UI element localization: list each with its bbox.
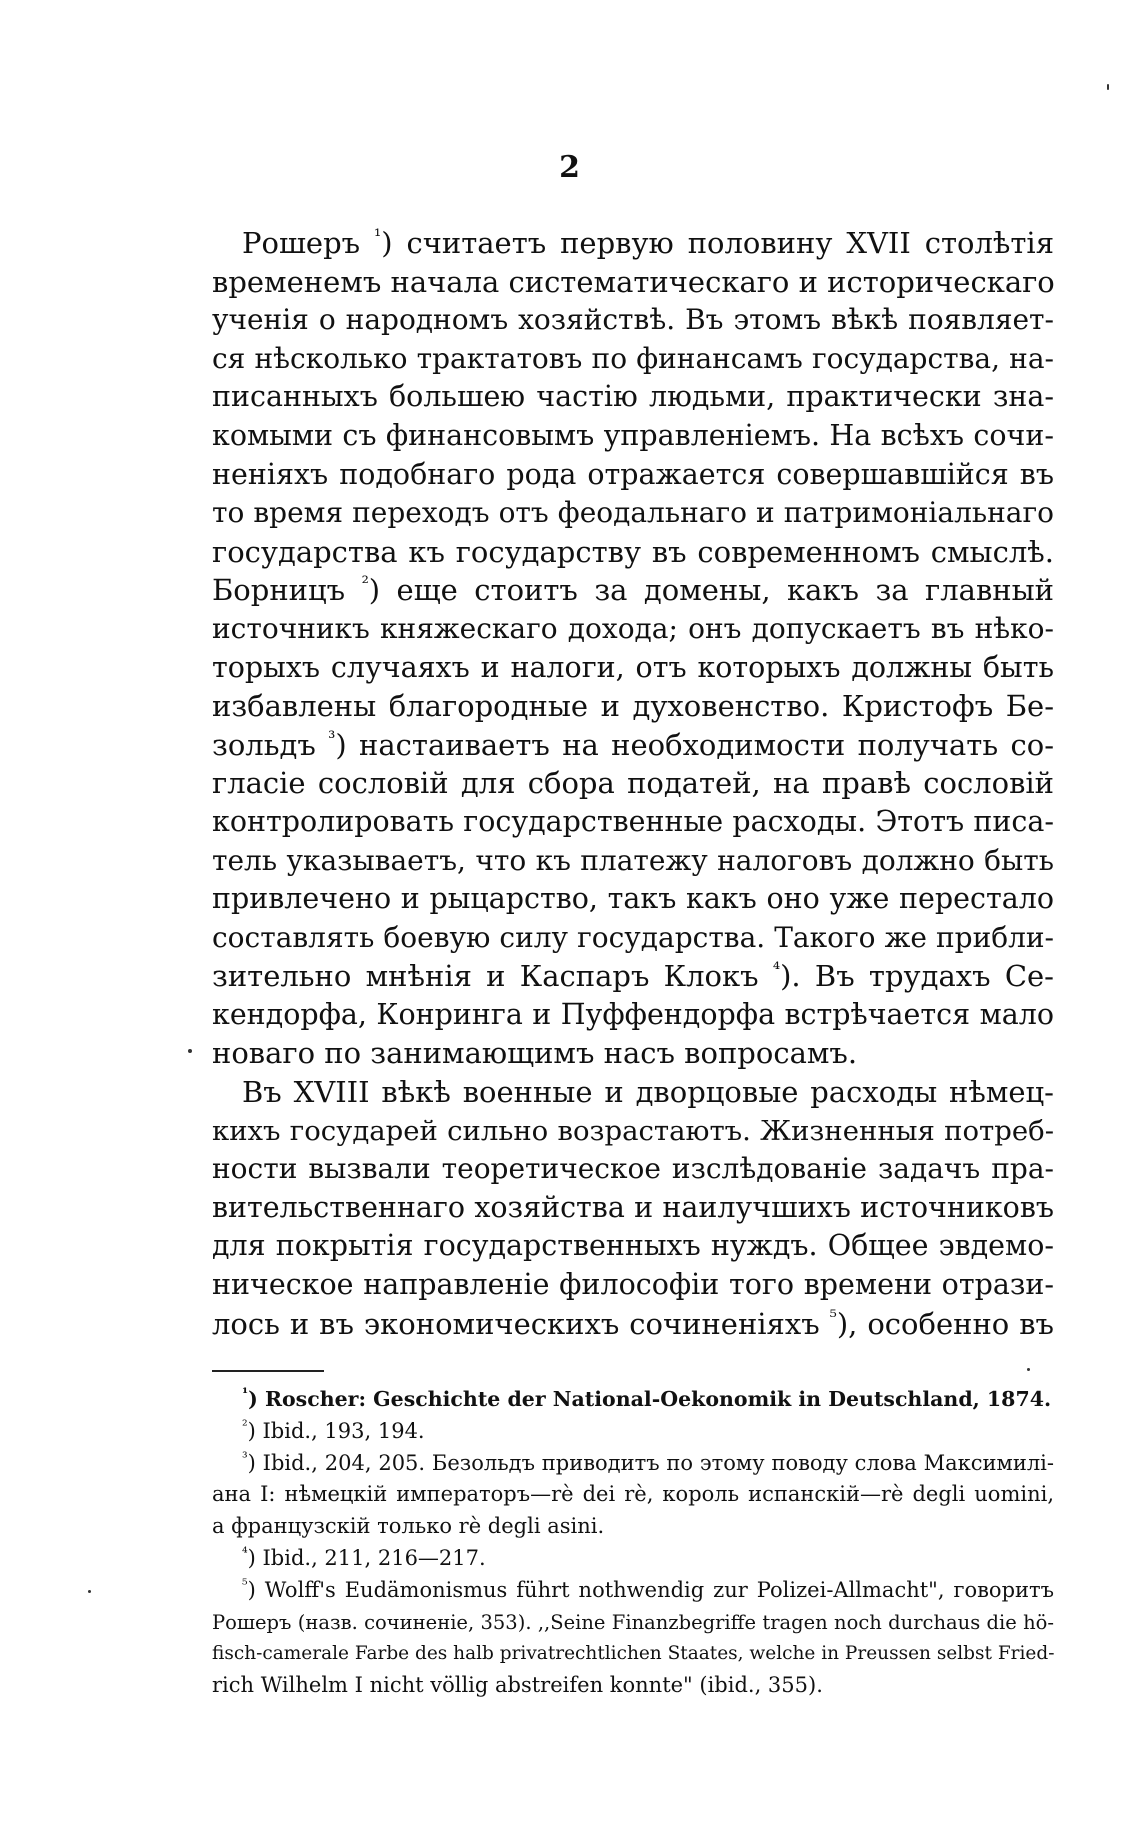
text-line: гласіе сословій для сбора податей, на правѣ сословій (212, 766, 1054, 801)
footnote-ref-5: ⁵ (829, 1306, 837, 1328)
text-line: составлять боевую силу государства. Такого же прибли- (212, 920, 1054, 954)
text-line: привлечено и рыцарство, такъ какъ оно уже перестало (212, 882, 1054, 916)
footnote-divider (212, 1370, 324, 1372)
text-line: новаго по занимающимъ насъ вопросамъ. (212, 1036, 858, 1071)
text-line: зольдъ $^{^3}$) настаиваетъ на необходимости получать со- (212, 727, 1054, 762)
text-line: зительно мнѣнія и Каспаръ Клокъ $^{^4}$). Въ трудахъ Се- (212, 959, 1054, 994)
text-line: кендорфа, Конринга и Пуффендорфа встрѣчается мало (212, 997, 1054, 1031)
text-line: торыхъ случаяхъ и налоги, отъ которыхъ должны быть (212, 650, 1054, 684)
footnote-3: $^{^3}$) Ibid., 204, 205. Безольдъ приводитъ по этому поводу слова Максимилі- (242, 1449, 1054, 1475)
footnote-5-cont: rich Wilhelm I nicht völlig abstreifen konnte" (ibid., 355). (212, 1673, 823, 1698)
text-line: Рошеръ $^{^1}$) считаетъ первую половину XVII столѣтія (242, 226, 1054, 260)
text-line: тель указываетъ, что къ платежу налоговъ должно быть (212, 843, 1054, 877)
text-line: государства къ государству въ современномъ смыслѣ. (212, 534, 1054, 569)
text-line: кихъ государей сильно возрастаютъ. Жизненныя потреб- (212, 1114, 1054, 1147)
footnote-ref-2: ² (361, 573, 369, 595)
footnote-4: $^{^4}$) Ibid., 211, 216—217. (242, 1544, 486, 1570)
scan-speck (1027, 1368, 1030, 1371)
text-line: писанныхъ большею частію людьми, практически зна- (212, 380, 1054, 414)
footnote-1: $^{^1}$) Roscher: Geschichte der National-Oekonomik in Deutschland, 1874. (242, 1386, 1052, 1411)
text-line: Борницъ $^{^2}$) еще стоитъ за домены, какъ за главный (212, 573, 1055, 608)
text-line: избавлены благородные и духовенство. Кристофъ Бе- (212, 689, 1054, 724)
text-line: лось и въ экономическихъ сочиненіяхъ $^{^5}$), особенно въ (212, 1306, 1054, 1341)
text-line: Въ XVIII вѣкѣ военные и дворцовые расходы нѣмец- (242, 1075, 1054, 1110)
text-line: то время переходъ отъ феодальнаго и патримоніальнаго (212, 496, 1054, 530)
footnote-5-cont: fisch-camerale Farbe des halb privatrechtlichen Staates, welche in Preussen selbst Fried- (212, 1643, 1055, 1665)
text-line: ученія о народномъ хозяйствѣ. Въ этомъ вѣкѣ появляет- (212, 303, 1054, 337)
footnote-3-cont: а французскій только rè degli asini. (212, 1514, 605, 1539)
main-text (212, 224, 1054, 1343)
footnote-3-cont: ана I: нѣмецкій императоръ—rè dei rè, король испанскій—rè degli uomini, (212, 1482, 1054, 1507)
text-line: ности вызвали теоретическое изслѣдованіе задачъ пра- (212, 1152, 1054, 1186)
footnote-ref-1: ¹ (374, 226, 382, 247)
text-line: ническое направленіе философіи того времени отрази- (212, 1268, 1054, 1302)
footnote-5-cont: Рошеръ (назв. сочиненіе, 353). ,,Seine Finanzbegriffe tragen noch durchaus die hö- (212, 1610, 1054, 1634)
scan-speck (1107, 84, 1109, 90)
footnote-5: $^{^5}$) Wolff's Eudämonismus führt nothwendig zur Polizei-Allmacht", говоритъ (242, 1576, 1054, 1602)
footnote-ref-4: ⁴ (772, 959, 781, 981)
page-number: 2 (559, 150, 581, 185)
scan-speck (188, 1049, 192, 1053)
footnotes (212, 1384, 1054, 1702)
text-line: комыми съ финансовымъ управленіемъ. На всѣхъ сочи- (212, 418, 1054, 452)
footnote-ref-3: ³ (328, 727, 336, 749)
text-line: для покрытія государственныхъ нуждъ. Общее эвдемо- (212, 1229, 1054, 1263)
scan-speck (88, 1590, 91, 1593)
text-line: источникъ княжескаго дохода; онъ допускаетъ въ нѣко- (212, 611, 1054, 645)
text-line: неніяхъ подобнаго рода отражается совершавшійся въ (212, 457, 1054, 491)
text-line: вительственнаго хозяйства и наилучшихъ источниковъ (212, 1190, 1054, 1224)
text-line: ся нѣсколько трактатовъ по финансамъ государства, на- (212, 341, 1054, 375)
text-line: временемъ начала систематическаго и историческаго (212, 264, 1055, 299)
footnote-2: $^{^2}$) Ibid., 193, 194. (242, 1417, 425, 1443)
text-line: контролировать государственные расходы. Этотъ писа- (212, 804, 1054, 838)
